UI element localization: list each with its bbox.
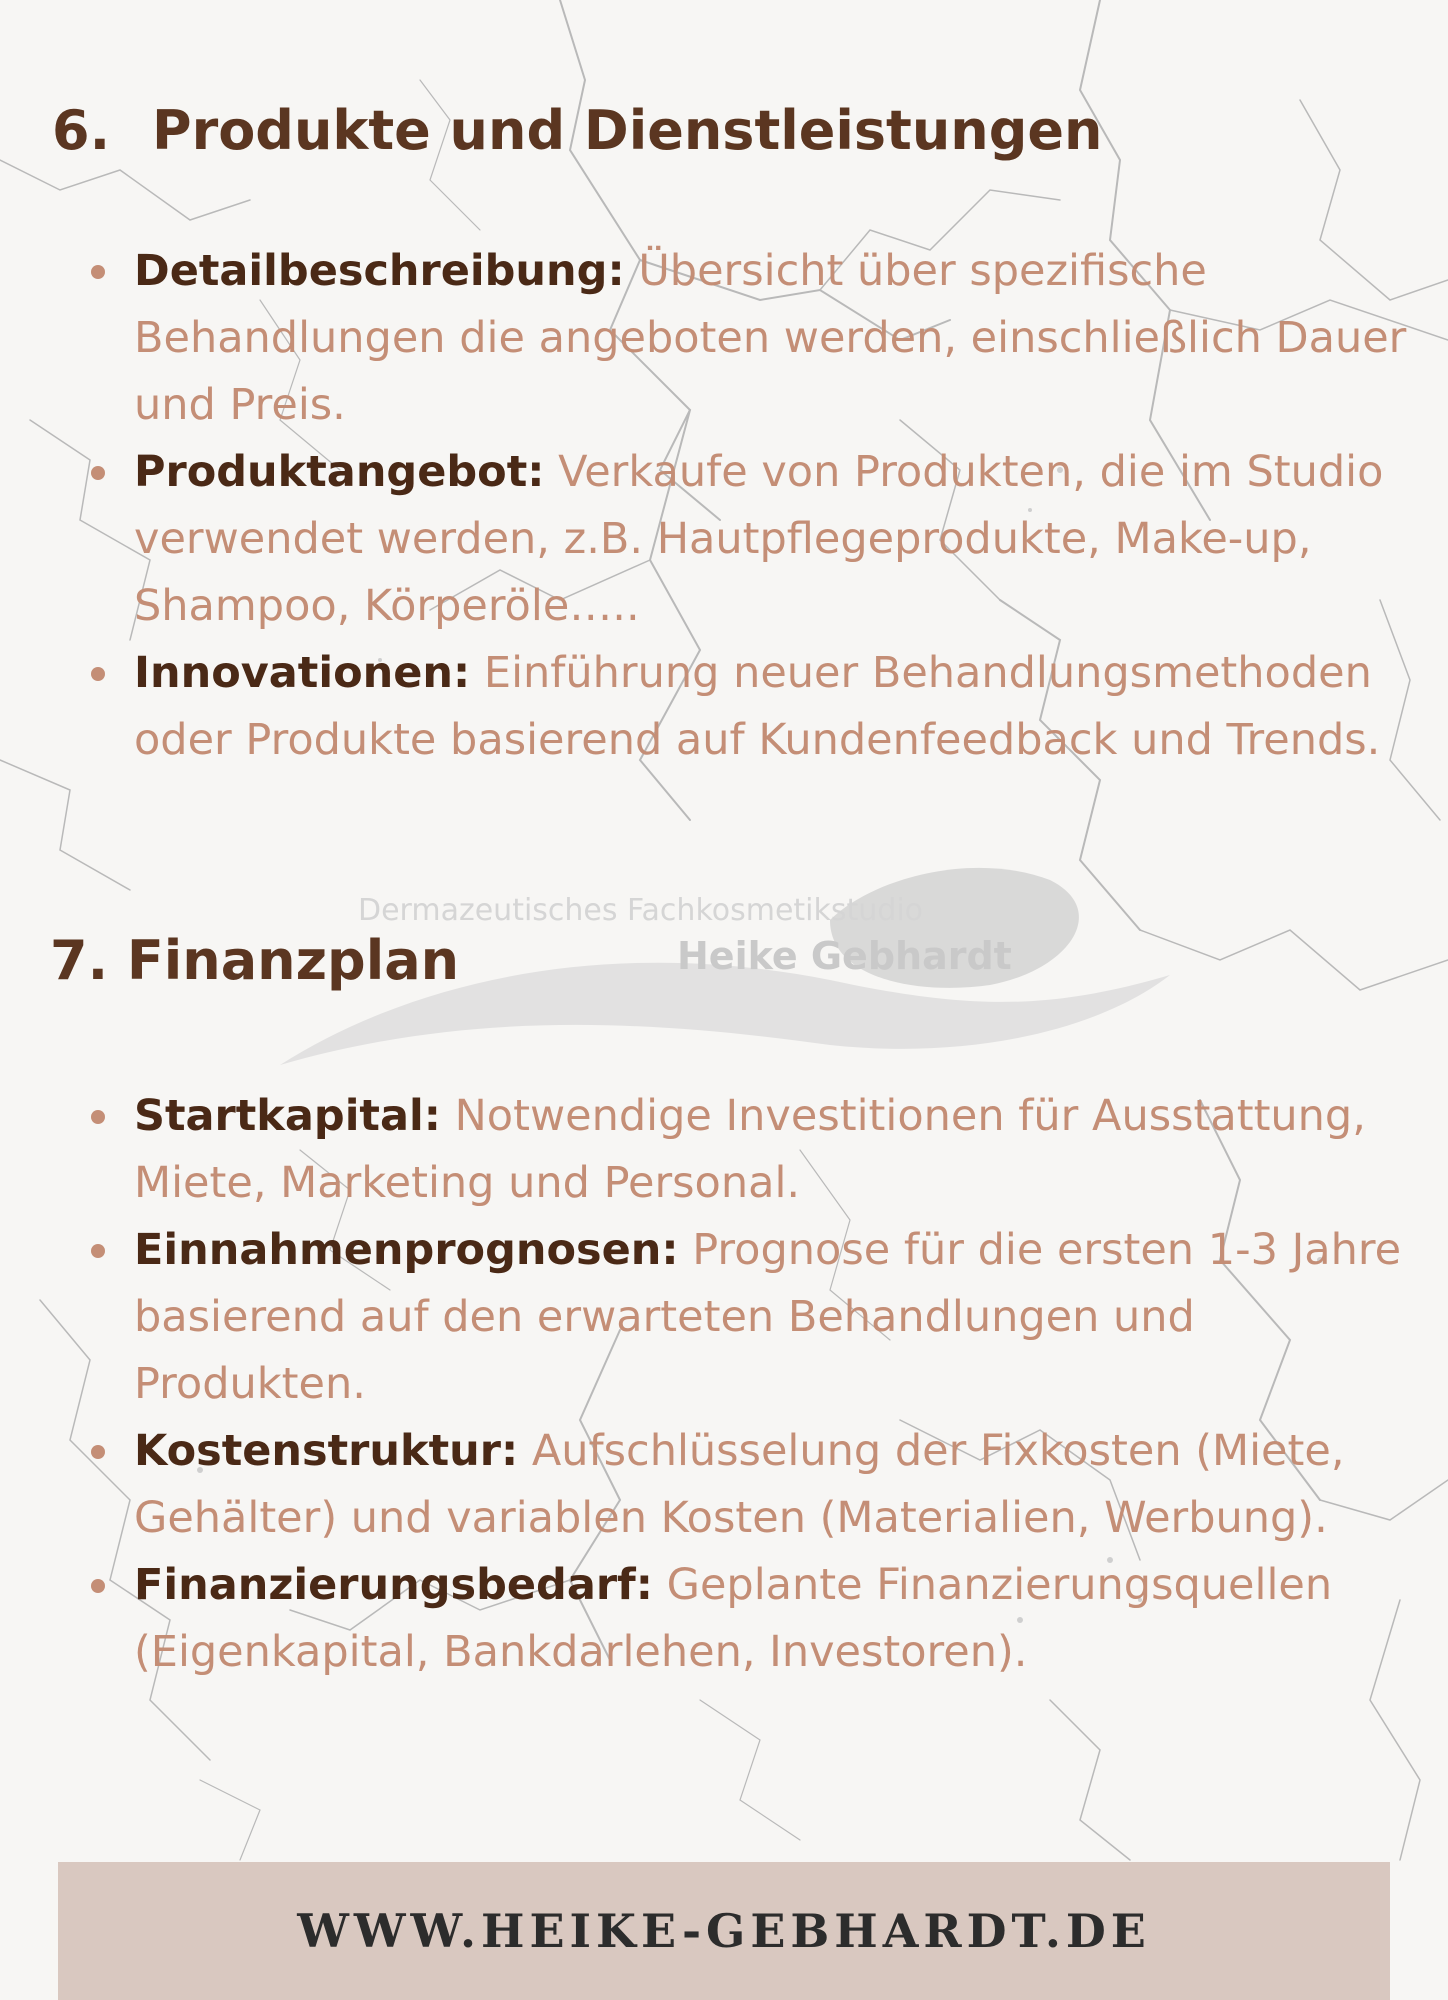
watermark-subtitle: Dermazeutisches Fachkosmetikstudio: [358, 893, 924, 928]
section-heading-finanzplan: [50, 929, 460, 992]
list-item: [134, 1217, 1424, 1418]
website-link[interactable]: WWW.HEIKE-GEBHARDT.DE: [297, 1904, 1151, 1958]
item-text: Verkaufe von Produkten, die im Studio verwendet werden, z.B. Hautpflegeprodukte, Make-up, Shampoo, Körperöle…..: [134, 447, 1384, 631]
list-item: [134, 640, 1424, 774]
item-text: Aufschlüsselung der Fixkosten (Miete, Gehälter) und variablen Kosten (Materialien, Werbung).: [134, 1426, 1345, 1543]
watermark-name: Heike Gebhardt: [677, 934, 1012, 978]
bullet-list-finanzplan: [134, 1083, 1424, 1686]
list-item: [134, 1083, 1424, 1217]
list-item: [134, 1552, 1424, 1686]
list-item: [134, 238, 1424, 439]
item-text: Übersicht über spezifische Behandlungen die angeboten werden, einschließlich Dauer und Preis.: [134, 246, 1407, 430]
section-heading-produkte: [52, 99, 1103, 162]
item-term: Detailbeschreibung:: [134, 246, 625, 296]
item-text: Geplante Finanzierungsquellen (Eigenkapital, Bankdarlehen, Investoren).: [134, 1560, 1333, 1677]
section-title: Finanzplan: [126, 929, 460, 992]
footer-banner: [58, 1862, 1390, 2000]
item-term: Einnahmenprognosen:: [134, 1225, 679, 1275]
item-text: Notwendige Investitionen für Ausstattung, Miete, Marketing und Personal.: [134, 1091, 1366, 1208]
item-text: Einführung neuer Behandlungsmethoden oder Produkte basierend auf Kundenfeedback und Trends.: [134, 648, 1381, 765]
list-item: [134, 439, 1424, 640]
list-item: [134, 1418, 1424, 1552]
item-term: Innovationen:: [134, 648, 471, 698]
item-term: Kostenstruktur:: [134, 1426, 519, 1476]
bullet-list-produkte: [134, 238, 1424, 774]
section-title: Produkte und Dienstleistungen: [152, 99, 1103, 162]
section-number: 6.: [52, 99, 111, 162]
item-text: Prognose für die ersten 1-3 Jahre basierend auf den erwarteten Behandlungen und Produkten.: [134, 1225, 1402, 1409]
item-term: Startkapital:: [134, 1091, 441, 1141]
item-term: Finanzierungsbedarf:: [134, 1560, 653, 1610]
section-number: 7.: [50, 929, 109, 992]
item-term: Produktangebot:: [134, 447, 545, 497]
